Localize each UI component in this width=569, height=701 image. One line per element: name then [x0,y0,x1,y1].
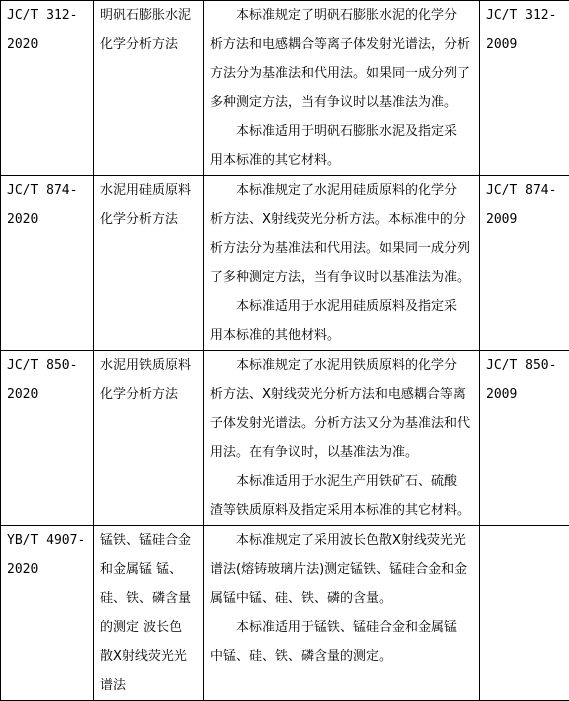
description-paragraph [210,1,473,117]
table-row [1,526,569,701]
standard-name-line: 化学分析方法 [100,205,197,234]
standard-name-cell [94,351,204,526]
standard-code-cell [1,526,94,701]
description-line: 本标准规定了明矾石膨胀水泥的化学分 [236,8,457,23]
description-paragraph [210,117,473,175]
description-paragraph [210,526,473,613]
replaced-standard-cell [480,351,569,526]
description-line: 用本标准的其它材料。 [210,153,340,168]
description-line: 方法分为基准法和代用法。如果同一成分列了 [210,66,470,81]
description-line: 本标准规定了水泥用铁质原料的化学分 [236,358,457,373]
standard-code-cell [1,176,94,351]
standard-code-line: JC/T 874- [7,176,87,205]
replaced-standard-line: 2009 [486,205,563,234]
standard-name-line: 化学分析方法 [100,380,197,409]
description-line: 本标准适用于锰铁、锰硅合金和金属锰 [236,620,457,635]
description-line: 析方法和电感耦合等离子体发射光谱法，分析 [210,37,470,52]
description-line: 用本标准的其他材料。 [210,328,340,343]
standard-code-line: 2020 [7,555,87,584]
standard-code-line: JC/T 850- [7,351,87,380]
replaced-standard-line: 2009 [486,30,563,59]
standard-name-line: 明矾石膨胀水泥 [100,1,197,30]
description-paragraph [210,613,473,671]
replaced-standard-cell [480,1,569,176]
replaced-standard-cell [480,526,569,701]
description-line: 析方法分为基准法和代用法。如果同一成分列 [210,241,470,256]
standard-description-cell [204,351,480,526]
description-line: 析方法、X射线荧光分析方法和电感耦合等离 [210,387,466,402]
standard-name-line: 水泥用铁质原料 [100,351,197,380]
description-line: 本标准适用于水泥生产用铁矿石、硫酸 [236,474,457,489]
description-paragraph [210,467,473,525]
description-paragraph [210,351,473,467]
standard-code-line: 2020 [7,205,87,234]
replaced-standard-line: JC/T 874- [486,176,563,205]
standard-code-line: 2020 [7,30,87,59]
standard-name-line: 的测定 波长色 [100,613,197,642]
standard-name-line: 散X射线荧光光 [100,642,197,671]
description-line: 子体发射光谱法。分析方法又分为基准法和代 [210,416,470,431]
replaced-standard-line: JC/T 850- [486,351,563,380]
description-paragraph [210,176,473,292]
description-line: 中锰、硅、铁、磷含量的测定。 [210,649,392,664]
description-line: 渣等铁质原料及指定采用本标准的其它材料。 [210,503,470,518]
description-line: 本标准适用于水泥用硅质原料及指定采 [236,299,457,314]
standard-code-cell [1,1,94,176]
standard-code-line: JC/T 312- [7,1,87,30]
standard-name-line: 锰铁、锰硅合金 [100,526,197,555]
standard-code-cell [1,351,94,526]
standard-name-cell [94,526,204,701]
table-row [1,1,569,176]
standard-name-line: 化学分析方法 [100,30,197,59]
standard-name-cell [94,1,204,176]
description-line: 本标准适用于明矾石膨胀水泥及指定采 [236,124,457,139]
description-line: 属锰中锰、硅、铁、磷的含量。 [210,591,392,606]
description-line: 了多种测定方法，当有争议时以基准法为准。 [210,270,470,285]
description-paragraph [210,292,473,350]
description-line: 本标准规定了采用波长色散X射线荧光光 [236,533,466,548]
description-line: 析方法、X射线荧光分析方法。本标准中的分 [210,212,466,227]
description-line: 用法。在有争议时，以基准法为准。 [210,445,418,460]
standard-name-line: 硅、铁、磷含量 [100,584,197,613]
standard-name-cell [94,176,204,351]
replaced-standard-line: JC/T 312- [486,1,563,30]
standard-description-cell [204,1,480,176]
standard-description-cell [204,176,480,351]
table-row [1,176,569,351]
standard-name-line: 和金属锰 锰、 [100,555,197,584]
table-row [1,351,569,526]
description-line: 谱法(熔铸玻璃片法)测定锰铁、锰硅合金和金 [210,562,467,577]
standard-name-line: 水泥用硅质原料 [100,176,197,205]
standard-description-cell [204,526,480,701]
standard-code-line: 2020 [7,380,87,409]
description-line: 本标准规定了水泥用硅质原料的化学分 [236,183,457,198]
description-line: 多种测定方法，当有争议时以基准法为准。 [210,95,457,110]
standard-name-line: 谱法 [100,671,197,700]
standard-code-line: YB/T 4907- [7,526,87,555]
replaced-standard-line: 2009 [486,380,563,409]
replaced-standard-cell [480,176,569,351]
